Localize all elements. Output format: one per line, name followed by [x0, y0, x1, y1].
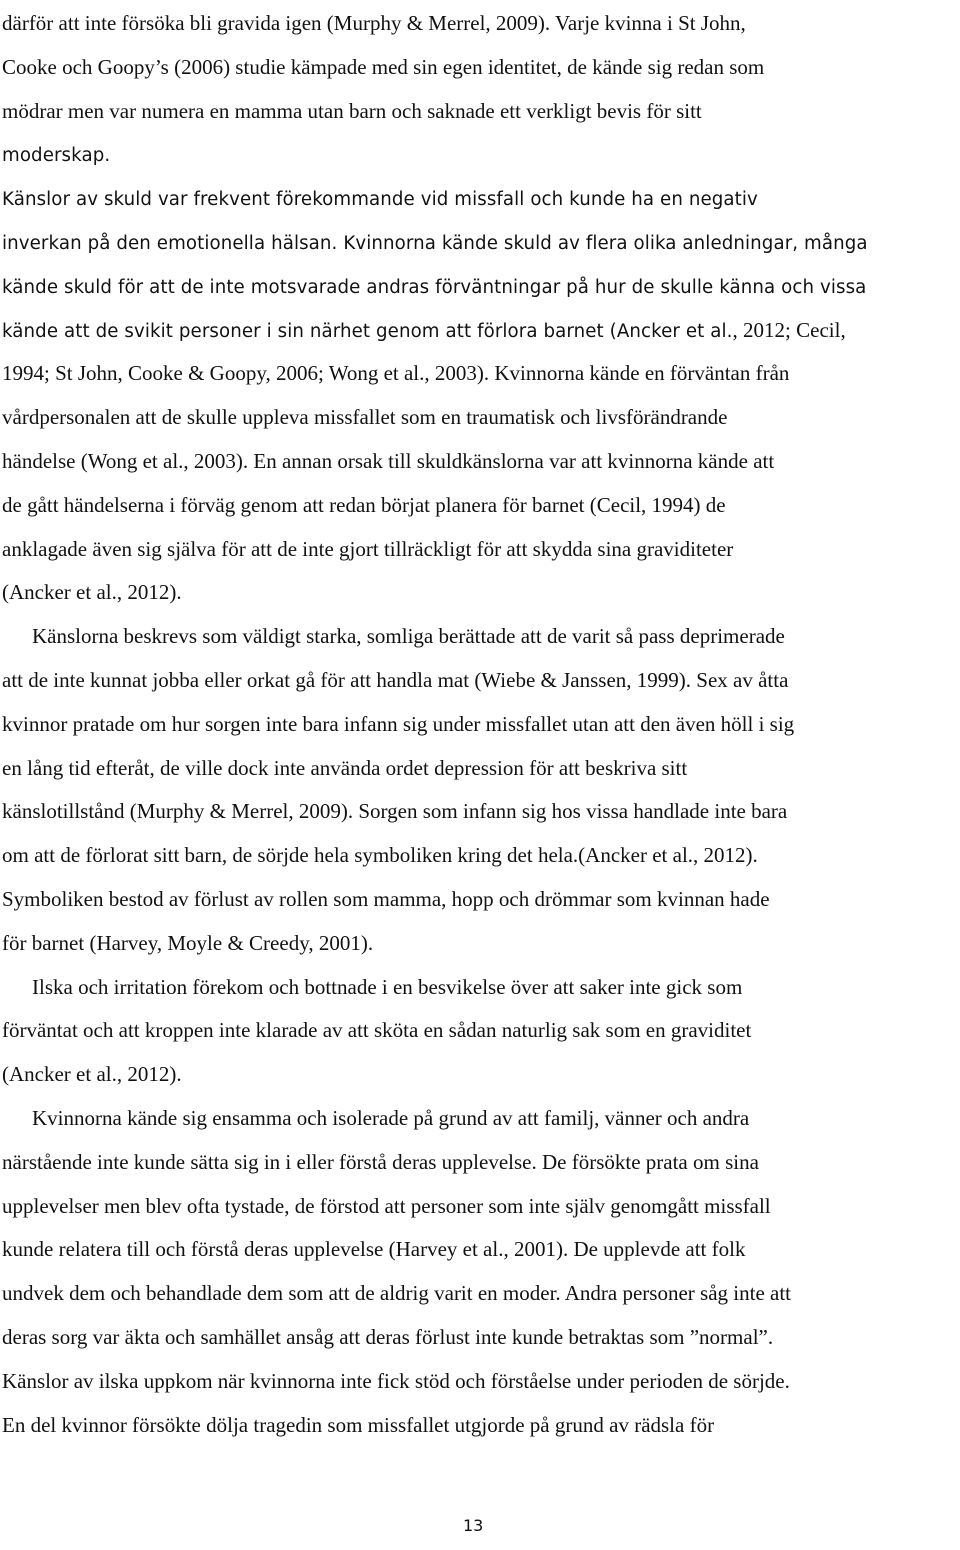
- text-line: [2, 1368, 790, 1394]
- text-line: [2, 1193, 771, 1219]
- text-segment: anklagade även sig själva för att de inte gjort tillräckligt för att skydda sina graviditeter: [2, 536, 734, 561]
- text-segment: därför att inte försöka bli gravida igen (Murphy & Merrel, 2009). Varje kvinna i St John,: [2, 11, 746, 35]
- text-segment: förväntat och att kroppen inte klarade av att sköta en sådan naturlig sak som en graviditet: [2, 1018, 752, 1043]
- text-segment: kände att de svikit personer i sin närhet genom att förlora barnet (Ancker et al.: [2, 320, 733, 342]
- text-line: [32, 623, 785, 649]
- text-line: [2, 711, 794, 737]
- text-line: [2, 667, 788, 693]
- text-segment: (Ancker et al., 2012).: [2, 580, 182, 605]
- text-segment: Känslorna beskrevs som väldigt starka, somliga berättade att de varit så pass deprimerade: [32, 624, 785, 649]
- text-line: [2, 98, 702, 124]
- text-segment: , 2012; Cecil,: [732, 317, 846, 342]
- text-segment: Ilska och irritation förekom och bottnade i en besvikelse över att saker inte gick som: [32, 974, 743, 999]
- text-line: [2, 755, 687, 781]
- text-line: [2, 492, 726, 518]
- text-line: [2, 185, 758, 213]
- text-line: [2, 1017, 751, 1043]
- text-segment: moderskap.: [2, 145, 111, 167]
- text-line: [2, 229, 868, 257]
- text-segment: de gått händelserna i förväg genom att redan börjat planera för barnet (Cecil, 1994) de: [2, 492, 726, 517]
- text-line: [32, 1105, 749, 1131]
- text-line: [2, 1280, 791, 1306]
- text-segment: En del kvinnor försökte dölja tragedin som missfallet utgjorde på grund av rädsla för: [2, 1412, 715, 1437]
- text-segment: inverkan på den emotionella hälsan.: [2, 233, 338, 254]
- text-line: [2, 404, 727, 430]
- page-number: 13: [463, 1516, 484, 1535]
- text-segment: Känslor av skuld var frekvent förekommande vid missfall och kunde ha en negativ: [2, 189, 758, 211]
- text-segment: Cooke och Goopy’s (2006) studie kämpade med sin egen identitet, de kände sig redan som: [2, 54, 765, 79]
- text-segment: Symboliken bestod av förlust av rollen som mamma, hopp och drömmar som kvinnan hade: [2, 887, 770, 911]
- text-segment: kunde relatera till och förstå deras upplevelse (Harvey et al., 2001). De upplevde att folk: [2, 1237, 746, 1262]
- text-line: [32, 974, 742, 1000]
- text-segment: Kvinnorna kände skuld av flera olika anledningar, många: [337, 233, 868, 254]
- text-segment: vårdpersonalen att de skulle uppleva missfallet som en traumatisk och livsförändrande: [2, 405, 728, 430]
- text-segment: en lång tid efteråt, de ville dock inte använda ordet depression för att beskriva sitt: [2, 755, 688, 780]
- text-line: [2, 1412, 714, 1438]
- text-line: [2, 1061, 182, 1087]
- text-segment: deras sorg var äkta och samhället ansåg att deras förlust inte kunde betraktas som ”normal”.: [2, 1325, 774, 1349]
- text-segment: känslotillstånd (Murphy & Merrel, 2009). Sorgen som infann sig hos vissa handlade inte bara: [2, 799, 788, 824]
- text-segment: 1994; St John, Cooke & Goopy, 2006; Wong et al., 2003). Kvinnorna kände en förväntan från: [2, 361, 790, 386]
- text-segment: att de inte kunnat jobba eller orkat gå för att handla mat (Wiebe & Janssen, 1999). Sex av åtta: [2, 668, 789, 692]
- text-line: [2, 317, 846, 345]
- text-segment: närstående inte kunde sätta sig in i eller förstå deras upplevelse. De försökte prata om sina: [2, 1149, 759, 1174]
- text-line: [2, 886, 770, 912]
- text-line: [2, 360, 789, 386]
- text-segment: undvek dem och behandlade dem som att de aldrig varit en moder. Andra personer såg inte att: [2, 1281, 792, 1306]
- text-segment: kände skuld för att de inte motsvarade andras förväntningar på hur de skulle känna och vissa: [2, 276, 867, 298]
- text-line: [2, 448, 774, 474]
- text-segment: om att de förlorat sitt barn, de sörjde hela symboliken kring det hela.(Ancker et al., 2012).: [2, 843, 758, 868]
- text-segment: mödrar men var numera en mamma utan barn och saknade ett verkligt bevis för sitt: [2, 98, 702, 123]
- text-line: [2, 536, 733, 562]
- text-segment: händelse (Wong et al., 2003). En annan orsak till skuldkänslorna var att kvinnorna kände att: [2, 449, 775, 473]
- text-segment: (Ancker et al., 2012).: [2, 1062, 182, 1087]
- text-line: [2, 1149, 759, 1175]
- text-line: [2, 930, 373, 956]
- text-line: [2, 798, 787, 824]
- text-line: [2, 1324, 773, 1350]
- text-segment: Känslor av ilska uppkom när kvinnorna inte fick stöd och förståelse under perioden de sörjde.: [2, 1368, 790, 1393]
- text-line: [2, 10, 746, 36]
- text-line: [2, 273, 866, 301]
- text-segment: Kvinnorna kände sig ensamma och isolerade på grund av att familj, vänner och andra: [32, 1106, 750, 1130]
- text-segment: för barnet (Harvey, Moyle & Creedy, 2001).: [2, 930, 374, 955]
- text-segment: kvinnor pratade om hur sorgen inte bara infann sig under missfallet utan att den även höll i sig: [2, 711, 795, 736]
- text-line: [2, 1236, 745, 1262]
- text-line: [2, 579, 182, 605]
- text-segment: upplevelser men blev ofta tystade, de förstod att personer som inte själv genomgått missfall: [2, 1193, 771, 1218]
- text-line: [2, 141, 110, 169]
- text-line: [2, 842, 758, 868]
- text-line: [2, 54, 764, 80]
